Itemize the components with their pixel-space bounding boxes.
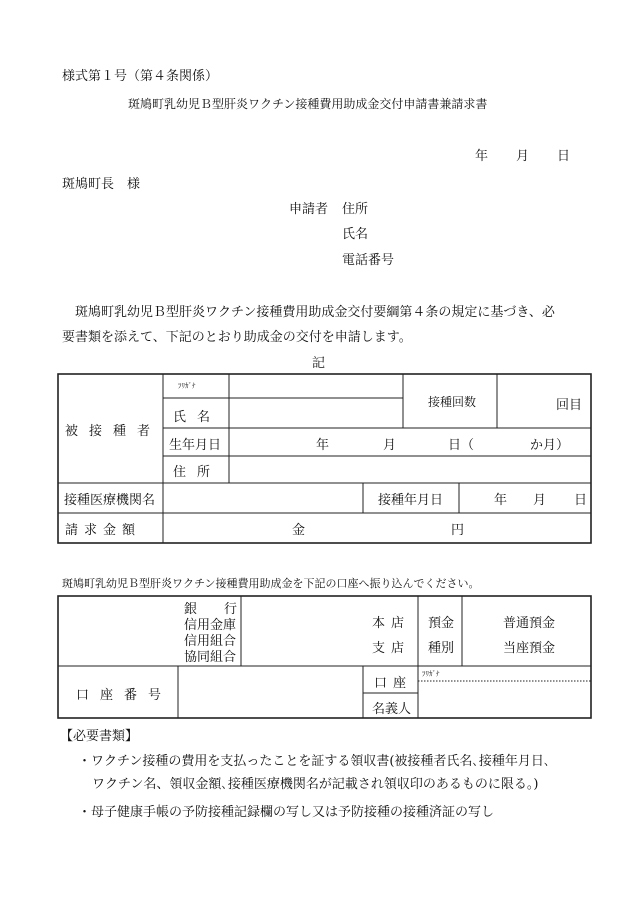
- vacc-month-label: 月: [533, 493, 547, 508]
- required-item-1-line-1: ・ワクチン接種の費用を支払ったことを証する領収書(被接種者氏名､接種年月日､: [78, 754, 551, 769]
- vaccination-date-label: 接種年月日: [378, 493, 444, 508]
- ki-label: 記: [312, 356, 326, 371]
- addressee: 斑鳩町長 様: [62, 177, 141, 192]
- vacc-day-label: 日: [574, 493, 588, 508]
- dose-count-label: 接種回数: [428, 395, 477, 409]
- body-line-2: 要書類を添えて、下記のとおり助成金の交付を申請します。: [62, 330, 412, 345]
- required-item-1-line-2: ワクチン名、領収金額､接種医療機関名が記載され領収印のあるものに限る。): [92, 777, 539, 792]
- claim-amount-label: 請求金額: [65, 523, 142, 538]
- form-number: 様式第１号（第４条関係）: [62, 69, 219, 84]
- branch-label: 支店: [372, 641, 411, 656]
- required-item-2: ・母子健康手帳の予防接種記録欄の写し又は予防接種の接種済証の写し: [78, 805, 495, 820]
- holder-label-2: 名義人: [372, 702, 412, 717]
- required-heading: 【必要書類】: [60, 729, 139, 744]
- account-number-label: 口座番号: [76, 688, 173, 703]
- deposit-label: 預金: [428, 616, 455, 631]
- birth-month-label: 月: [383, 438, 397, 453]
- current-deposit-label: 当座預金: [503, 641, 556, 656]
- applicant-name-label: 氏名: [342, 227, 369, 242]
- shinkin-label: 信用金庫: [184, 618, 237, 633]
- transfer-note: 斑鳩町乳幼児Ｂ型肝炎ワクチン接種費用助成金を下記の口座へ振り込んでください。: [62, 577, 480, 590]
- bank-label: 銀行: [184, 602, 237, 617]
- dose-unit-label: 回目: [556, 398, 583, 413]
- date-day-label: 日: [557, 149, 571, 164]
- furigana-label: ﾌﾘｶﾞﾅ: [178, 382, 196, 390]
- shinkumi-label: 信用組合: [184, 634, 237, 649]
- applicant-label: 申請者: [289, 202, 329, 217]
- kyodo-label: 協同組合: [184, 650, 237, 665]
- birth-age-label: か月）: [530, 438, 570, 453]
- holder-furigana-label: ﾌﾘｶﾞﾅ: [422, 670, 440, 678]
- birthdate-label: 生年月日: [169, 438, 222, 453]
- date-year-label: 年: [475, 149, 489, 164]
- holder-label-1: 口座: [374, 676, 413, 691]
- vaccinee-address-label: 住所: [173, 465, 222, 480]
- head-office-label: 本店: [372, 616, 411, 631]
- deposit-type-label: 種別: [428, 641, 455, 656]
- birth-day-label: 日（: [448, 438, 475, 453]
- body-line-1: 斑鳩町乳幼児Ｂ型肝炎ワクチン接種費用助成金交付要綱第４条の規定に基づき、必: [75, 305, 555, 320]
- birth-year-label: 年: [316, 438, 330, 453]
- name-label: 氏名: [173, 410, 222, 425]
- date-month-label: 月: [516, 149, 530, 164]
- institution-label: 接種医療機関名: [64, 493, 156, 508]
- vacc-year-label: 年: [494, 493, 508, 508]
- ordinary-deposit-label: 普通預金: [503, 616, 556, 631]
- vaccinee-label: 被接種者: [65, 424, 162, 439]
- yen-label: 円: [451, 523, 465, 538]
- applicant-address-label: 住所: [342, 202, 369, 217]
- kin-label: 金: [292, 523, 306, 538]
- applicant-phone-label: 電話番号: [342, 253, 395, 268]
- form-title: 斑鳩町乳幼児Ｂ型肝炎ワクチン接種費用助成金交付申請書兼請求書: [128, 97, 488, 111]
